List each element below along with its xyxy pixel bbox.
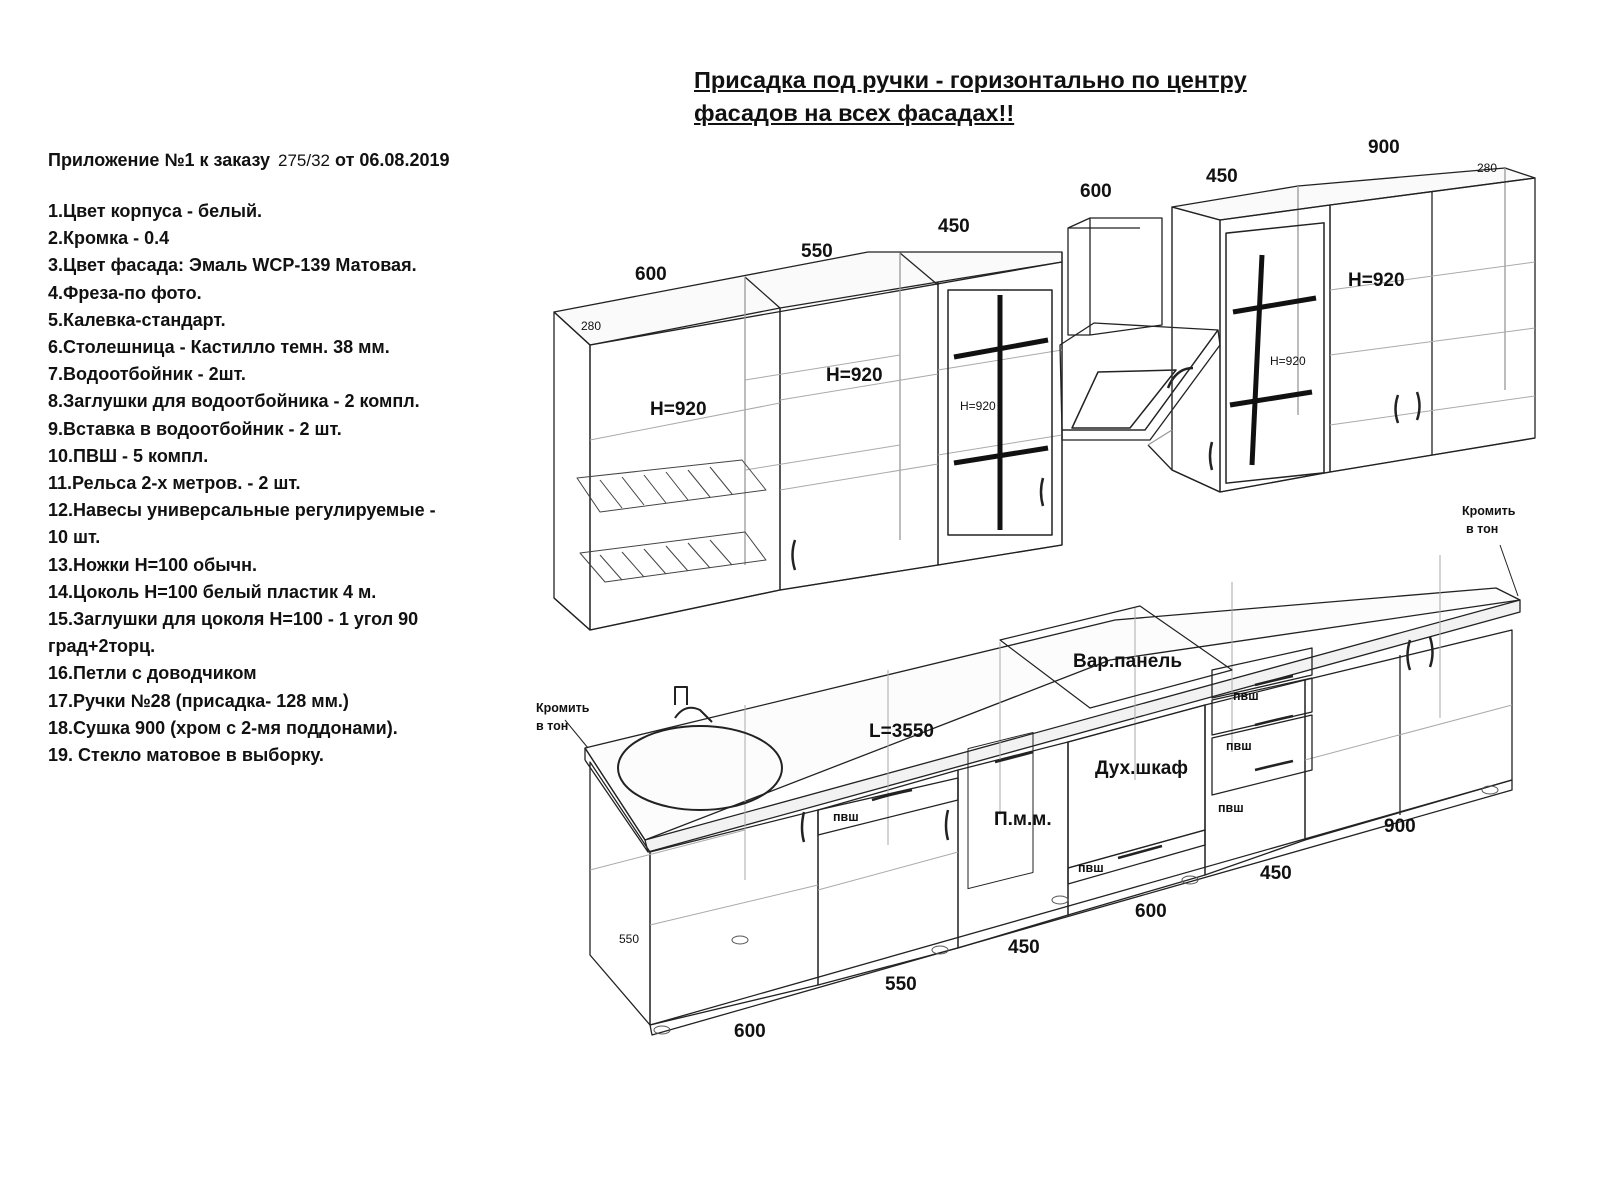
spec-item: 14.Цоколь Н=100 белый пластик 4 м. xyxy=(48,581,377,602)
upper-depth-right: 280 xyxy=(1477,161,1498,175)
height-label-1: H=920 xyxy=(650,399,707,420)
spec-item: 4.Фреза-по фото. xyxy=(48,282,202,303)
order-number: 275/32 xyxy=(278,151,331,170)
spec-item: 6.Столешница - Кастилло темн. 38 мм. xyxy=(48,337,390,358)
spec-item: 7.Водоотбойник - 2шт. xyxy=(48,364,246,385)
upper-cabinets-right xyxy=(1148,168,1535,492)
spec-item: 18.Сушка 900 (хром с 2-мя поддонами). xyxy=(48,717,398,738)
spec-item: 5.Калевка-стандарт. xyxy=(48,309,226,330)
lower-dim-600: 600 xyxy=(1135,901,1167,922)
lower-dim-600-left: 600 xyxy=(734,1021,766,1042)
spec-item: 12.Навесы универсальные регулируемые - xyxy=(48,500,436,521)
spec-item: 2.Кромка - 0.4 xyxy=(48,228,170,249)
spec-item: 10 шт. xyxy=(48,527,101,548)
upper-dimensions xyxy=(581,137,1497,420)
upper-dim-550: 550 xyxy=(801,241,833,262)
spec-item: 10.ПВШ - 5 компл. xyxy=(48,445,209,466)
spec-item: 9.Вставка в водоотбойник - 2 шт. xyxy=(48,418,342,439)
pvsh-label-5: пвш xyxy=(1218,801,1244,815)
upper-depth-left: 280 xyxy=(581,319,602,333)
pvsh-label-3: пвш xyxy=(1233,689,1259,703)
upper-dim-600-left: 600 xyxy=(635,264,667,285)
spec-item: 19. Стекло матовое в выборку. xyxy=(48,745,324,766)
spec-item: 15.Заглушки для цоколя Н=100 - 1 угол 90 xyxy=(48,609,419,630)
lower-dim-900: 900 xyxy=(1384,816,1416,837)
edge-note-right-1: Кромить xyxy=(1462,504,1516,518)
spec-item: 13.Ножки Н=100 обычн. xyxy=(48,554,257,575)
base-cabinets xyxy=(565,545,1520,1035)
height-label-2: H=920 xyxy=(826,365,883,386)
total-length-label: L=3550 xyxy=(869,721,934,742)
lower-depth-label: 550 xyxy=(619,932,640,946)
edge-note-left-2: в тон xyxy=(536,719,569,733)
upper-dim-600-hood: 600 xyxy=(1080,181,1112,202)
spec-header-label: Приложение №1 к заказу xyxy=(48,150,270,170)
note-line-1: Присадка под ручки - горизонтально по центру xyxy=(694,67,1247,93)
order-date: от 06.08.2019 xyxy=(335,150,450,170)
upper-dim-450: 450 xyxy=(938,216,970,237)
spec-item: 16.Петли с доводчиком xyxy=(48,663,257,684)
spec-item: 1.Цвет корпуса - белый. xyxy=(48,201,263,221)
lower-dim-450-right: 450 xyxy=(1260,863,1292,884)
spec-item: 11.Рельса 2-х метров. - 2 шт. xyxy=(48,473,301,494)
spec-item: 8.Заглушки для водоотбойника - 2 компл. xyxy=(48,391,420,412)
hob-label: Вар.панель xyxy=(1073,651,1183,672)
upper-dim-900: 900 xyxy=(1368,137,1400,158)
lower-dim-450: 450 xyxy=(1008,937,1040,958)
spec-item: 3.Цвет фасада: Эмаль WCP-139 Матовая. xyxy=(48,255,417,276)
pvsh-label-4: пвш xyxy=(1226,739,1252,753)
height-label-4: H=920 xyxy=(1270,354,1306,368)
lower-dim-550: 550 xyxy=(885,974,917,995)
range-hood xyxy=(1060,218,1220,440)
pvsh-label-2: пвш xyxy=(1078,861,1104,875)
dishwasher-label: П.м.м. xyxy=(994,809,1052,830)
spec-item: 17.Ручки №28 (присадка- 128 мм.) xyxy=(48,690,349,711)
spec-item: град+2торц. xyxy=(48,636,156,657)
pvsh-label-1: пвш xyxy=(833,810,859,824)
oven-label: Дух.шкаф xyxy=(1095,758,1188,779)
height-label-5: H=920 xyxy=(1348,270,1405,291)
note-line-2: фасадов на всех фасадах!! xyxy=(694,100,1015,126)
upper-cabinets-left xyxy=(554,252,1062,630)
upper-dim-450-right: 450 xyxy=(1206,166,1238,187)
edge-note-right-2: в тон xyxy=(1466,522,1499,536)
edge-note-left-1: Кромить xyxy=(536,701,590,715)
height-label-3: H=920 xyxy=(960,399,996,413)
